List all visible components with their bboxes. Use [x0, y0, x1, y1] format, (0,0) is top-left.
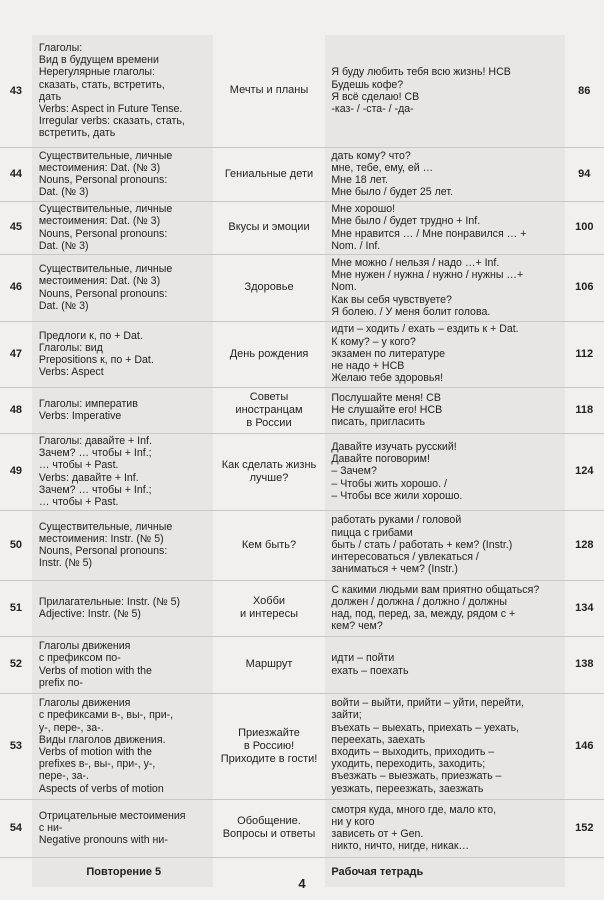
text-line: Существительные, личные — [38, 520, 173, 533]
grammar-cell — [32, 510, 213, 580]
grammar-cell — [32, 433, 213, 510]
text-line: встретить, дать — [38, 127, 116, 140]
text-line: ни у кого — [331, 815, 375, 828]
text-line: Я болею. / У меня болит голова. — [331, 305, 491, 318]
text-line: быть / стать / работать + кем? (Instr.) — [331, 538, 513, 551]
theme-cell — [213, 636, 326, 693]
workbook-label: Рабочая тетрадь — [325, 857, 564, 887]
text-line: в России — [246, 416, 292, 429]
text-line: дать — [38, 90, 62, 103]
text-line: … чтобы + Past. — [38, 459, 119, 472]
page-ref: 138 — [565, 636, 604, 693]
text-line: должен / должна / должно / должны — [331, 595, 507, 608]
lesson-number: 50 — [0, 510, 32, 580]
table-row — [0, 510, 604, 580]
text-line: Предлоги к, по + Dat. — [38, 329, 143, 342]
text-line: Dat. (№ 3) — [38, 239, 89, 252]
text-line: переехать, заехать — [331, 733, 426, 746]
text-line: Приезжайте — [238, 726, 300, 739]
text-line: Nouns, Personal pronouns: — [38, 287, 168, 300]
text-line: … чтобы + Past. — [38, 495, 119, 508]
page-ref: 152 — [565, 799, 604, 857]
text-line: Существительные, личные — [38, 149, 173, 162]
text-line: въехать – выехать, приехать – уехать, — [331, 721, 520, 734]
communication-cell — [325, 636, 564, 693]
text-line: лучше? — [249, 471, 289, 484]
text-line: кем? чем? — [331, 620, 383, 633]
text-line: Мне нравится … / Мне понравился … + — [331, 227, 527, 240]
lesson-number: 46 — [0, 254, 32, 321]
text-line: Nouns, Personal pronouns: — [38, 545, 168, 557]
text-line: Глаголы движения — [38, 697, 131, 710]
theme-cell — [213, 433, 326, 510]
text-line: Виды глаголов движения. — [38, 733, 166, 746]
text-line: в Россию! — [243, 739, 295, 752]
table-row — [0, 321, 604, 387]
text-line: Здоровье — [244, 281, 294, 293]
grammar-cell — [32, 799, 213, 857]
text-line: местоимения: Dat. (№ 3) — [38, 161, 161, 174]
text-line: Будешь кофе? — [331, 78, 404, 91]
text-line: местоимения: Instr. (№ 5) — [38, 532, 164, 545]
text-line: Вид в будущем времени — [38, 54, 159, 67]
text-line: Приходите в гости! — [220, 752, 318, 765]
text-line: Желаю тебе здоровья! — [331, 372, 444, 385]
text-line: Глаголы: давайте + Inf. — [38, 434, 152, 447]
text-line: войти – выйти, прийти – уйти, перейти, — [331, 697, 524, 710]
text-line: Послушайте меня! СВ — [331, 391, 441, 404]
text-line: Verbs: Aspect — [38, 366, 104, 379]
table-row — [0, 636, 604, 693]
text-line: Negative pronouns with ни- — [38, 834, 168, 847]
text-line: – Чтобы все жили хорошо. — [331, 489, 463, 502]
grammar-cell — [32, 321, 213, 387]
text-line: смотря куда, много где, мало кто, — [331, 803, 497, 816]
text-line: Зачем? … чтобы + Inf.; — [38, 483, 152, 496]
text-line: Verbs: Imperative — [38, 410, 122, 422]
text-line: писать, пригласить — [331, 416, 426, 429]
grammar-cell — [32, 693, 213, 799]
text-line: Instr. (№ 5) — [38, 557, 93, 570]
text-line: Кем быть? — [241, 538, 297, 551]
text-line: Мне хорошо! — [331, 203, 396, 216]
text-line: Отрицательные местоимения — [38, 809, 186, 822]
text-line: Глаголы движения — [38, 640, 131, 653]
text-line: Мечты и планы — [229, 84, 309, 97]
communication-cell — [325, 254, 564, 321]
text-line: Нерегулярные глаголы: — [38, 66, 155, 79]
table-row — [0, 201, 604, 254]
theme-cell — [213, 580, 326, 636]
text-line: ехать – поехать — [331, 664, 409, 677]
lesson-number: 51 — [0, 580, 32, 636]
text-line: Существительные, личные — [38, 263, 173, 276]
text-line: prefixes в-, вы-, при-, у-, — [38, 758, 156, 771]
text-line: мне, тебе, ему, ей … — [331, 161, 434, 174]
text-line: Nom. / Inf. — [331, 239, 381, 252]
lesson-number: 54 — [0, 799, 32, 857]
text-line: Глаголы: императив — [38, 397, 138, 410]
text-line: Aspects of verbs of motion — [38, 782, 164, 795]
text-line: работать руками / головой — [331, 514, 462, 527]
theme-cell — [213, 510, 326, 580]
text-line: Мне было / будет 25 лет. — [331, 186, 453, 199]
text-line: никто, ничто, нигде, никак… — [331, 840, 470, 853]
grammar-cell — [32, 254, 213, 321]
text-line: Prepositions к, по + Dat. — [38, 354, 154, 366]
communication-cell — [325, 387, 564, 433]
text-line: Verbs: Aspect in Future Tense. — [38, 102, 183, 115]
grammar-cell — [32, 201, 213, 254]
theme-cell — [213, 693, 326, 799]
text-line: зависеть от + Gen. — [331, 828, 424, 840]
text-line: Nom. — [331, 281, 357, 294]
text-line: Я буду любить тебя всю жизнь! НСВ — [331, 66, 511, 79]
page-ref: 100 — [565, 201, 604, 254]
text-line: Nouns, Personal pronouns: — [38, 227, 168, 240]
communication-cell — [325, 147, 564, 201]
page-ref: 86 — [565, 35, 604, 147]
communication-cell — [325, 580, 564, 636]
theme-cell — [213, 254, 326, 321]
page-ref: 134 — [565, 580, 604, 636]
contents-table — [0, 35, 604, 887]
page-ref: 94 — [565, 147, 604, 201]
text-line: Не слушайте его! НСВ — [331, 403, 443, 416]
text-line: – Чтобы жить хорошо. / — [331, 477, 447, 490]
text-line: Глаголы: вид — [38, 341, 103, 354]
text-line: prefix по- — [38, 676, 83, 689]
theme-cell — [213, 321, 326, 387]
communication-cell — [325, 433, 564, 510]
text-line: Dat. (№ 3) — [38, 186, 89, 199]
text-line: -каз- / -ста- / -да- — [331, 102, 414, 115]
text-line: Прилагательные: Instr. (№ 5) — [38, 595, 181, 608]
text-line: Вкусы и эмоции — [228, 221, 310, 233]
text-line: Хобби — [252, 595, 286, 607]
text-line: местоимения: Dat. (№ 3) — [38, 275, 161, 288]
lesson-number: 52 — [0, 636, 32, 693]
lesson-number: 53 — [0, 693, 32, 799]
grammar-cell — [32, 387, 213, 433]
page-ref: 118 — [565, 387, 604, 433]
text-line: Verbs: давайте + Inf. — [38, 471, 139, 484]
table-row — [0, 580, 604, 636]
communication-cell — [325, 35, 564, 147]
text-line: Обобщение. — [237, 815, 301, 827]
text-line: с ни- — [38, 821, 63, 834]
theme-cell — [213, 35, 326, 147]
text-line: местоимения: Dat. (№ 3) — [38, 215, 161, 228]
text-line: уходить, переходить, заходить; — [331, 758, 486, 771]
text-line: Irregular verbs: сказать, стать, — [38, 115, 185, 128]
text-line: не надо + НСВ — [331, 360, 405, 373]
page-ref: 124 — [565, 433, 604, 510]
text-line: Гениальные дети — [224, 167, 314, 180]
text-line: Как сделать жизнь — [221, 458, 317, 471]
communication-cell — [325, 510, 564, 580]
text-line: Глаголы: — [38, 41, 83, 54]
text-line: Давайте поговорим! — [331, 453, 430, 466]
text-line: Dat. (№ 3) — [38, 299, 89, 312]
text-line: С какими людьми вам приятно общаться? — [331, 583, 540, 596]
text-line: Я всё сделаю! СВ — [331, 90, 420, 103]
theme-cell — [213, 387, 326, 433]
text-line: заниматься + чем? (Instr.) — [331, 563, 458, 576]
text-line: у-, пере-, за-. — [38, 721, 104, 734]
grammar-cell — [32, 636, 213, 693]
text-line: Вопросы и ответы — [222, 828, 316, 840]
text-line: К кому? – у кого? — [331, 335, 416, 348]
text-line: Маршрут — [245, 658, 293, 670]
text-line: с префиксом по- — [38, 652, 121, 665]
text-line: Зачем? … чтобы + Inf.; — [38, 447, 152, 460]
lesson-number: 44 — [0, 147, 32, 201]
theme-cell — [213, 799, 326, 857]
text-line: идти – пойти — [331, 652, 395, 665]
text-line: с префиксами в-, вы-, при-, — [38, 709, 174, 722]
communication-cell — [325, 321, 564, 387]
text-line: пере-, за-. — [38, 770, 89, 783]
communication-cell — [325, 201, 564, 254]
grammar-cell — [32, 35, 213, 147]
page-ref: 146 — [565, 693, 604, 799]
table-row — [0, 254, 604, 321]
text-line: Adjective: Instr. (№ 5) — [38, 608, 141, 620]
page-number: 4 — [298, 876, 306, 891]
text-line: Мне было / будет трудно + Inf. — [331, 215, 481, 228]
page-ref: 128 — [565, 510, 604, 580]
text-line: Verbs of motion with the — [38, 664, 152, 677]
text-line: сказать, стать, встретить, — [38, 78, 165, 91]
contents-body — [0, 35, 604, 887]
table-row — [0, 693, 604, 799]
grammar-cell — [32, 580, 213, 636]
text-line: Мне 18 лет. — [331, 174, 388, 186]
review-label: Повторение 5 — [32, 857, 213, 887]
text-line: пицца с грибами — [331, 526, 413, 539]
text-line: Давайте изучать русский! — [331, 440, 457, 453]
text-line: Nouns, Personal pronouns: — [38, 174, 168, 186]
lesson-number: 49 — [0, 433, 32, 510]
text-line: и интересы — [239, 608, 299, 620]
lesson-number: 47 — [0, 321, 32, 387]
text-line: въезжать – выезжать, приезжать – — [331, 770, 502, 783]
table-row — [0, 799, 604, 857]
text-line: над, под, перед, за, между, рядом с + — [331, 608, 516, 620]
text-line: интересоваться / увлекаться / — [331, 551, 479, 564]
text-line: Как вы себя чувствуете? — [331, 293, 452, 306]
theme-cell — [213, 201, 326, 254]
text-line: зайти; — [331, 709, 362, 722]
grammar-cell — [32, 147, 213, 201]
theme-cell — [213, 147, 326, 201]
text-line: День рождения — [229, 347, 309, 360]
communication-cell — [325, 693, 564, 799]
text-line: Мне можно / нельзя / надо …+ Inf. — [331, 256, 500, 269]
table-row — [0, 35, 604, 147]
text-line: Verbs of motion with the — [38, 746, 152, 758]
table-row — [0, 147, 604, 201]
text-line: Советы иностранцам — [235, 390, 303, 416]
lesson-number: 45 — [0, 201, 32, 254]
text-line: дать кому? что? — [331, 149, 411, 162]
communication-cell — [325, 799, 564, 857]
lesson-number: 43 — [0, 35, 32, 147]
table-row — [0, 433, 604, 510]
text-line: Существительные, личные — [38, 203, 173, 216]
page-ref: 112 — [565, 321, 604, 387]
text-line: идти – ходить / ехать – ездить к + Dat. — [331, 323, 519, 336]
page-ref: 106 — [565, 254, 604, 321]
text-line: Мне нужен / нужна / нужно / нужны …+ — [331, 269, 524, 282]
text-line: – Зачем? — [331, 465, 377, 478]
text-line: входить – выходить, приходить – — [331, 746, 495, 758]
text-line: экзамен по литературе — [331, 347, 446, 360]
text-line: уезжать, переезжать, заезжать — [331, 782, 484, 795]
lesson-number: 48 — [0, 387, 32, 433]
table-row — [0, 387, 604, 433]
